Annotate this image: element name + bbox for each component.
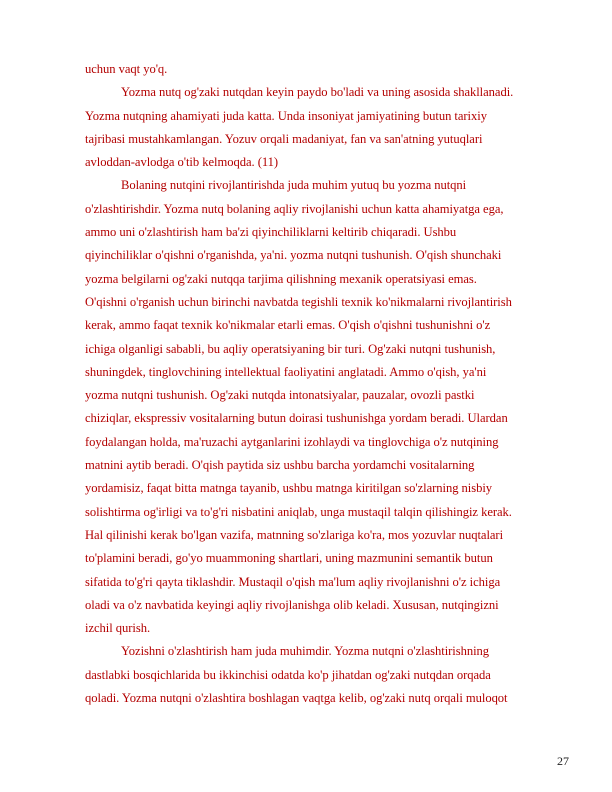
text-line: to'plamini beradi, go'yo muammoning shartlari, uning mazmunini semantik butun: [85, 551, 493, 566]
text-line: oladi va o'z navbatida keyingi aqliy rivojlanishga olib keladi. Xususan, nutqingizni: [85, 597, 499, 612]
page-number: 27: [557, 754, 569, 768]
text-line: ammo uni o'zlashtirish ham ba'zi qiyinchiliklarni keltirib chiqaradi. Ushbu: [85, 225, 457, 240]
text-line: Hal qilinishi kerak bo'lgan vazifa, matnning so'zlariga ko'ra, mos yozuvlar nuqtalari: [85, 527, 504, 542]
text-line: Yozma nutqning ahamiyati juda katta. Unda insoniyat jamiyatining butun tarixiy: [85, 108, 487, 123]
text-line: avloddan-avlodga o'tib kelmoqda. (11): [85, 155, 279, 170]
text-line: ichiga olganligi sababli, bu aqliy operatsiyaning bir turi. Og'zaki nutqni tushunish,: [85, 341, 496, 356]
text-line: matnini aytib beradi. O'qish paytida siz ushbu barcha yordamchi vositalarning: [85, 458, 475, 473]
text-line: O'qishni o'rganish uchun birinchi navbatda tegishli texnik ko'nikmalarni rivojlantirish: [85, 294, 512, 309]
text-line: yozma belgilarni og'zaki nutqqa tarjima qilishning mexanik operatsiyasi emas.: [85, 271, 477, 286]
text-line: Yozishni o'zlashtirish ham juda muhimdir. Yozma nutqni o'zlashtirishning: [121, 644, 490, 659]
text-line: o'zlashtirishdir. Yozma nutq bolaning aqliy rivojlanishi uchun katta ahamiyatga ega,: [85, 201, 504, 216]
text-line: sifatida to'g'ri qayta tiklashdir. Mustaqil o'qish ma'lum aqliy rivojlanishni o'z ichiga: [85, 574, 501, 589]
text-line: tajribasi mustahkamlangan. Yozuv orqali madaniyat, fan va san'atning yutuqlari: [85, 131, 483, 146]
text-line: yordamisiz, faqat bitta matnga tayanib, ushbu matnga kiritilgan so'zlarning nisbiy: [85, 481, 493, 496]
paragraph: [85, 174, 585, 640]
text-line: qoladi. Yozma nutqni o'zlashtira boshlagan vaqtga kelib, og'zaki nutq orqali muloqot: [85, 691, 508, 706]
text-line: dastlabki bosqichlarida bu ikkinchisi odatda ko'p jihatdan og'zaki nutqdan orqada: [85, 667, 491, 682]
text-line: shuningdek, tinglovchining intellektual faoliyatini anglatadi. Ammo o'qish, ya'ni: [85, 364, 487, 379]
text-line: Yozma nutq og'zaki nutqdan keyin paydo bo'ladi va uning asosida shakllanadi.: [121, 85, 514, 100]
text-line: Bolaning nutqini rivojlantirishda juda muhim yutuq bu yozma nutqni: [121, 178, 467, 193]
text-line: yozma nutqni tushunish. Og'zaki nutqda intonatsiyalar, pauzalar, ovozli pastki: [85, 388, 475, 403]
paragraph: [85, 640, 585, 710]
text-line: chiziqlar, ekspressiv vositalarning butun doirasi tushunishga yordam beradi. Ulardan: [85, 411, 508, 426]
text-line: foydalangan holda, ma'ruzachi aytganlarini izohlaydi va tinglovchiga o'z nutqining: [85, 434, 499, 449]
text-line: kerak, ammo faqat texnik ko'nikmalar etarli emas. O'qish o'qishni tushunishni o'z: [85, 318, 491, 333]
text-line: solishtirma og'irligi va to'g'ri nisbatini aniqlab, unga mustaqil talqin qilishingiz kerak.: [85, 504, 512, 519]
text-line: izchil qurish.: [85, 621, 151, 636]
paragraph: [85, 81, 585, 174]
paragraph: [85, 58, 585, 81]
text-line: qiyinchiliklar o'qishni o'rganishda, ya'ni. yozma nutqni tushunish. O'qish shunchaki: [85, 248, 502, 263]
document-body: [85, 58, 585, 710]
text-line: uchun vaqt yo'q.: [85, 62, 168, 76]
